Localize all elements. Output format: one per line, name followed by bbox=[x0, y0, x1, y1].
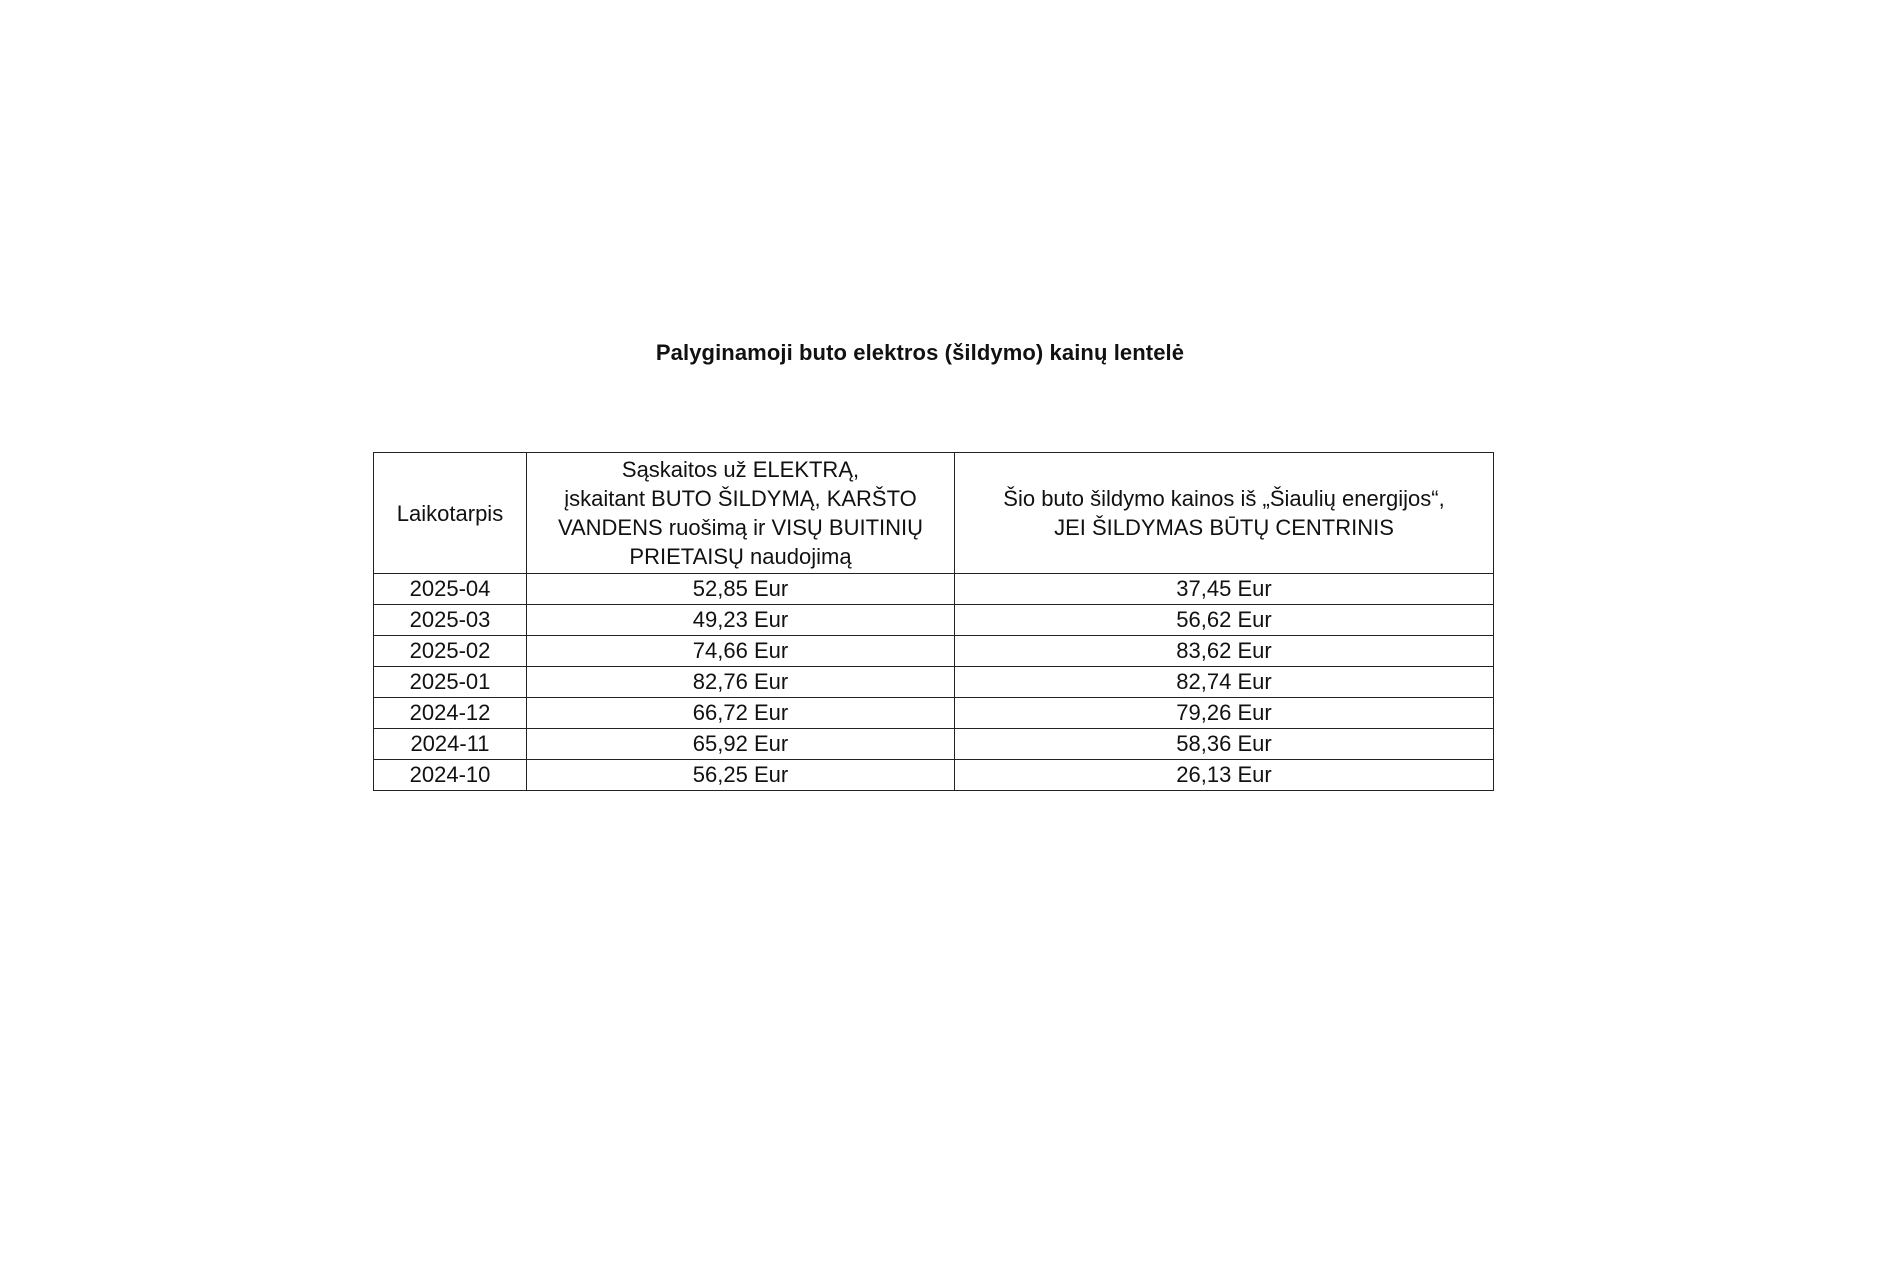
price-comparison-table bbox=[373, 452, 1494, 791]
cell-period: 2024-10 bbox=[374, 760, 527, 791]
cell-period: 2025-02 bbox=[374, 636, 527, 667]
table-row bbox=[374, 698, 1494, 729]
header-electricity bbox=[527, 453, 955, 574]
cell-electricity: 74,66 Eur bbox=[527, 636, 955, 667]
cell-electricity: 49,23 Eur bbox=[527, 605, 955, 636]
cell-electricity: 56,25 Eur bbox=[527, 760, 955, 791]
cell-central: 56,62 Eur bbox=[955, 605, 1494, 636]
table-row bbox=[374, 574, 1494, 605]
table-row bbox=[374, 667, 1494, 698]
table-row bbox=[374, 636, 1494, 667]
cell-central: 26,13 Eur bbox=[955, 760, 1494, 791]
header-electricity-label: Sąskaitos už ELEKTRĄ, įskaitant BUTO ŠILDYMĄ, KARŠTO VANDENS ruošimą ir VISŲ BUITINIŲ PRIETAISŲ naudojimą bbox=[557, 457, 924, 569]
cell-electricity: 52,85 Eur bbox=[527, 574, 955, 605]
header-central-heating bbox=[955, 453, 1494, 574]
cell-period: 2024-11 bbox=[374, 729, 527, 760]
cell-period: 2025-03 bbox=[374, 605, 527, 636]
cell-central: 82,74 Eur bbox=[955, 667, 1494, 698]
cell-electricity: 66,72 Eur bbox=[527, 698, 955, 729]
header-central-heating-label: Šio buto šildymo kainos iš „Šiaulių energijos“, JEI ŠILDYMAS BŪTŲ CENTRINIS bbox=[1003, 486, 1445, 540]
table-header-row bbox=[374, 453, 1494, 574]
cell-central: 83,62 Eur bbox=[955, 636, 1494, 667]
header-period bbox=[374, 453, 527, 574]
table-row bbox=[374, 729, 1494, 760]
header-period-label: Laikotarpis bbox=[396, 500, 504, 526]
cell-electricity: 82,76 Eur bbox=[527, 667, 955, 698]
cell-period: 2025-04 bbox=[374, 574, 527, 605]
cell-electricity: 65,92 Eur bbox=[527, 729, 955, 760]
table-row bbox=[374, 760, 1494, 791]
cell-central: 58,36 Eur bbox=[955, 729, 1494, 760]
document-title: Palyginamoji buto elektros (šildymo) kainų lentelė bbox=[655, 340, 1185, 365]
cell-period: 2025-01 bbox=[374, 667, 527, 698]
table-row bbox=[374, 605, 1494, 636]
cell-period: 2024-12 bbox=[374, 698, 527, 729]
cell-central: 37,45 Eur bbox=[955, 574, 1494, 605]
cell-central: 79,26 Eur bbox=[955, 698, 1494, 729]
